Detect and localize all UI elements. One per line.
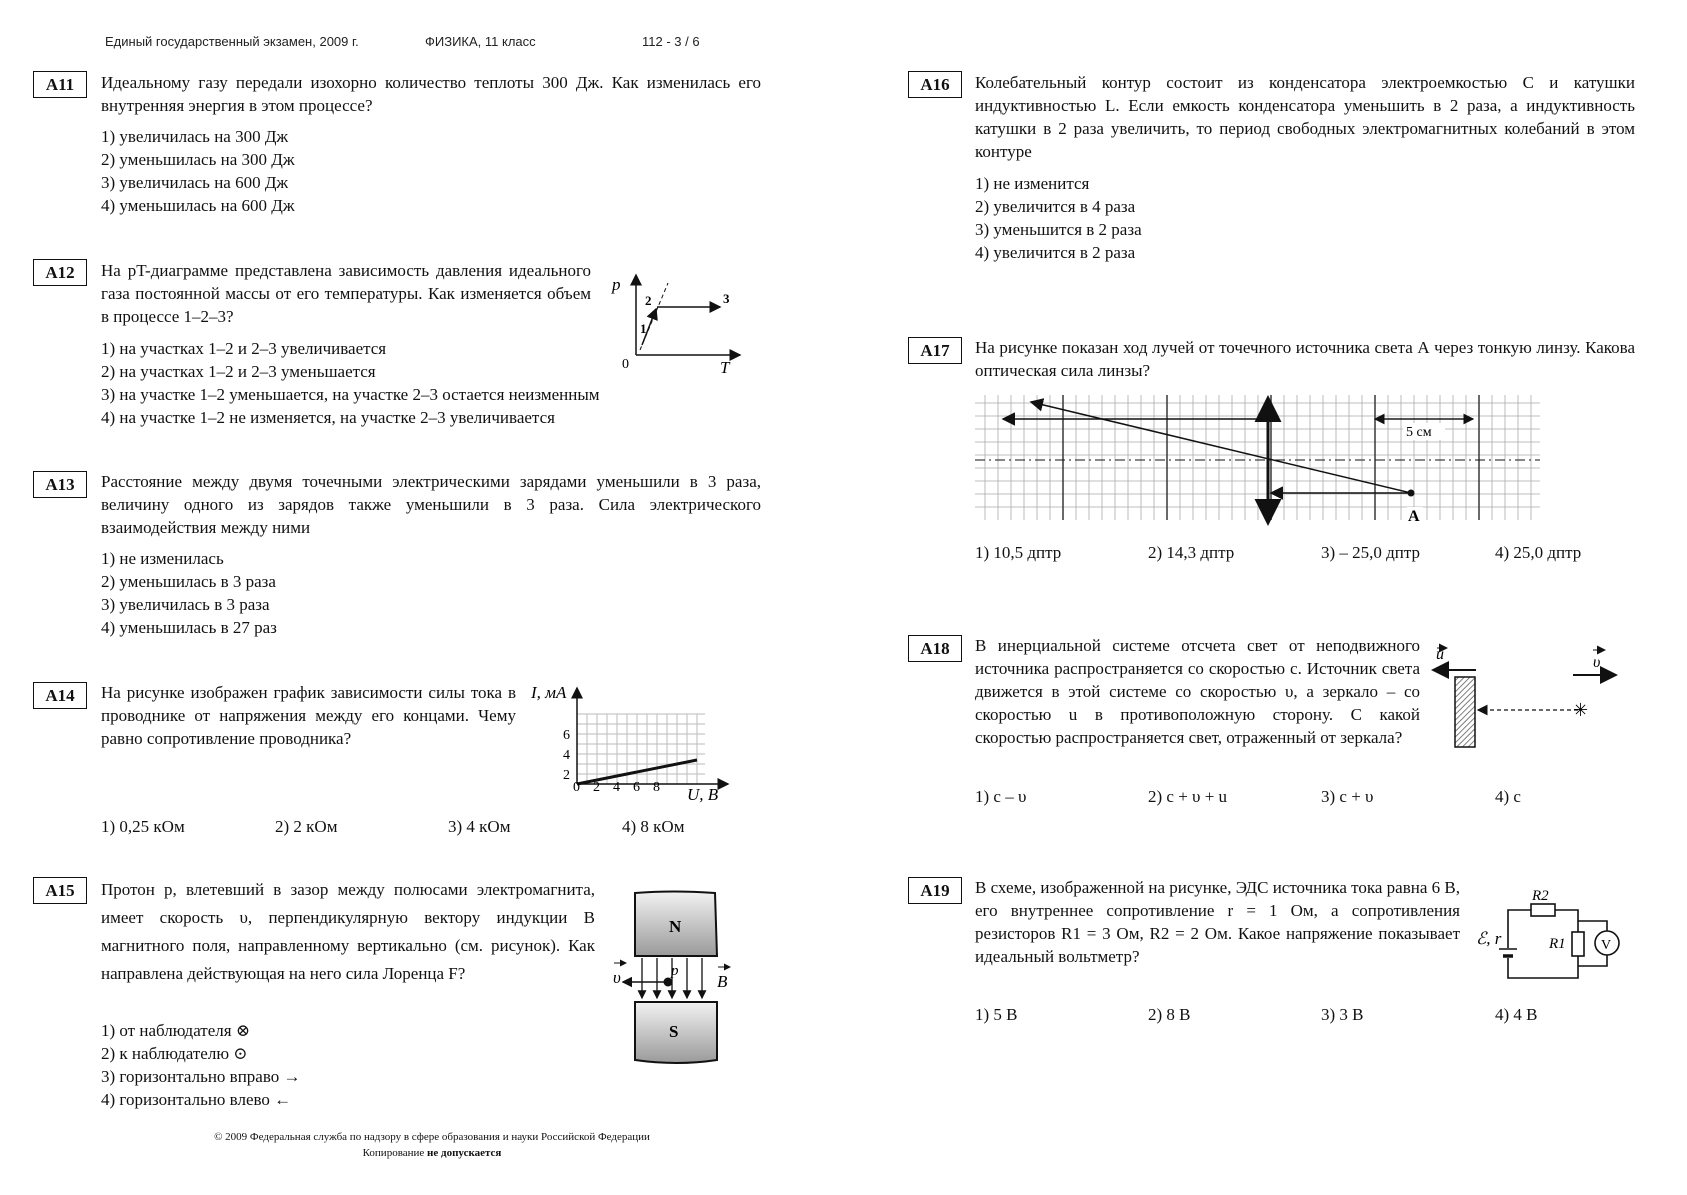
r2-label: R2: [1532, 888, 1549, 904]
question-text-a14: На рисунке изображен график зависимости силы тока в проводнике от напряжения между его концами. Чему равно сопротивление проводника?: [101, 683, 516, 748]
x-tick: 0: [573, 780, 580, 795]
option[interactable]: 3) 4 кОм: [448, 817, 511, 836]
option[interactable]: 3) – 25,0 дптр: [1321, 543, 1421, 562]
options-a13: [101, 547, 277, 639]
option[interactable]: 1) 5 В: [975, 1005, 1018, 1024]
option[interactable]: 1) 0,25 кОм: [101, 817, 185, 836]
question-text-a15: Протон p, влетевший в зазор между полюсами электромагнита, имеет скорость υ, перпендикулярную вектору индукции B магнитного поля, направленному вертикально (см. рисунок). Как направлена действующая на него сила Лоренца F?: [101, 880, 595, 983]
option[interactable]: 2) 8 В: [1148, 1005, 1191, 1024]
options-a15: [101, 1019, 301, 1111]
option[interactable]: 4) увеличится в 2 раза: [975, 243, 1136, 262]
option[interactable]: 2) 2 кОм: [275, 817, 338, 836]
option[interactable]: 2) уменьшилась в 3 раза: [101, 572, 276, 591]
question-text-a16: Колебательный контур состоит из конденсатора электроемкостью C и катушки индуктивностью L. Если емкость конденсатора уменьшить в 2 раза, а индуктивность катушки в 2 раза увеличить, то период свободных электромагнитных колебаний в этом контуре: [975, 73, 1635, 161]
circuit-diagram: [1470, 888, 1630, 983]
question-text-a17: На рисунке показан ход лучей от точечного источника света А через тонкую линзу. Какова оптическая сила линзы?: [975, 338, 1635, 380]
option[interactable]: 3) c + υ: [1321, 787, 1374, 806]
b-field-label: B: [717, 972, 728, 991]
y-axis-label: I, мА: [531, 683, 567, 702]
option[interactable]: 1) увеличилась на 300 Дж: [101, 127, 289, 146]
option[interactable]: 4) 25,0 дптр: [1495, 543, 1582, 562]
option[interactable]: 2) на участках 1–2 и 2–3 уменьшается: [101, 362, 376, 381]
option[interactable]: 4) горизонтально влево ←: [101, 1090, 292, 1109]
option[interactable]: 3) увеличилась в 3 раза: [101, 595, 270, 614]
option[interactable]: 4) уменьшилась на 600 Дж: [101, 196, 295, 215]
option[interactable]: 3) уменьшится в 2 раза: [975, 220, 1142, 239]
source-symbol: ✳: [1573, 700, 1589, 720]
option[interactable]: 3) 3 В: [1321, 1005, 1364, 1024]
resistor-r1: [1572, 932, 1584, 956]
p-axis-label: p: [612, 275, 621, 294]
option[interactable]: 4) 4 В: [1495, 1005, 1538, 1024]
north-label: N: [669, 917, 682, 936]
option[interactable]: 3) увеличилась на 600 Дж: [101, 173, 289, 192]
iu-graph: [525, 680, 750, 805]
lens-ray-diagram: [975, 395, 1540, 530]
pt-diagram: [600, 265, 750, 380]
option[interactable]: 3) на участке 1–2 уменьшается, на участке 2–3 остается неизменным: [101, 385, 600, 404]
option[interactable]: 4) уменьшилась в 27 раз: [101, 618, 277, 637]
question-text-a12: На pT-диаграмме представлена зависимость давления идеального газа постоянной массы от его температуры. Как изменяется объем в процессе 1–2–3?: [101, 261, 591, 326]
x-axis-label: U, В: [687, 785, 719, 804]
options-a11: [101, 125, 295, 217]
option[interactable]: 4) на участке 1–2 не изменяется, на участке 2–3 увеличивается: [101, 408, 555, 427]
y-tick: 2: [563, 768, 570, 783]
x-tick: 2: [593, 780, 600, 795]
voltmeter-label: V: [1601, 938, 1612, 953]
point-3-label: 3: [723, 291, 730, 306]
y-tick: 6: [563, 728, 570, 743]
question-text-a13: Расстояние между двумя точечными электрическими зарядами уменьшили в 3 раза, величину одного из зарядов также уменьшили в 3 раза. Сила электрического взаимодействия между ними: [101, 472, 761, 537]
options-a12: [101, 337, 600, 429]
velocity-label: υ: [613, 968, 621, 987]
battery: [1498, 948, 1518, 958]
option[interactable]: 1) на участках 1–2 и 2–3 увеличивается: [101, 339, 387, 358]
question-label-a14: А14: [33, 682, 87, 709]
option[interactable]: 2) 14,3 дптр: [1148, 543, 1235, 562]
option[interactable]: 2) увеличится в 4 раза: [975, 197, 1136, 216]
x-tick: 4: [613, 780, 620, 795]
options-a16: [975, 172, 1142, 264]
option[interactable]: 3) горизонтально вправо →: [101, 1067, 301, 1086]
option[interactable]: 1) c – υ: [975, 787, 1027, 806]
x-tick: 6: [633, 780, 640, 795]
option[interactable]: 1) 10,5 дптр: [975, 543, 1062, 562]
option[interactable]: 1) от наблюдателя ⊗: [101, 1021, 251, 1040]
question-text-a19: В схеме, изображенной на рисунке, ЭДС источника тока равна 6 В, его внутреннее сопротивление r = 1 Ом, а сопротивления резисторов R1 = 3 Ом, R2 = 2 Ом. Какое напряжение показывает идеальный вольтметр?: [975, 878, 1460, 966]
option[interactable]: 1) не изменилась: [101, 549, 224, 568]
mirror-figure: [1428, 645, 1628, 755]
r1-label: R1: [1549, 936, 1566, 952]
point-2-label: 2: [645, 293, 652, 308]
question-label-a13: А13: [33, 471, 87, 498]
source-label: А: [1408, 508, 1420, 525]
light-source: [1408, 490, 1415, 497]
proton-label: p: [671, 963, 679, 979]
t-axis-label: T: [720, 358, 730, 377]
mirror: [1455, 677, 1475, 747]
question-label-a17: А17: [908, 337, 962, 364]
question-label-a18: А18: [908, 635, 962, 662]
u-label: u: [1436, 646, 1444, 663]
scale-label: 5 см: [1406, 425, 1432, 440]
x-tick: 8: [653, 780, 660, 795]
question-label-a16: А16: [908, 71, 962, 98]
subject-title: ФИЗИКА, 11 класс: [425, 34, 536, 49]
electromagnet-figure: [605, 890, 745, 1070]
option[interactable]: 4) c: [1495, 787, 1521, 806]
point-1-label: 1: [640, 321, 647, 336]
option[interactable]: 2) к наблюдателю ⊙: [101, 1044, 248, 1063]
question-label-a15: А15: [33, 877, 87, 904]
exam-title: Единый государственный экзамен, 2009 г.: [105, 34, 359, 49]
option[interactable]: 2) уменьшилась на 300 Дж: [101, 150, 295, 169]
question-text-a11: Идеальному газу передали изохорно количество теплоты 300 Дж. Как изменилась его внутренняя энергия в этом процессе?: [101, 73, 761, 115]
option[interactable]: 4) 8 кОм: [622, 817, 685, 836]
question-label-a19: А19: [908, 877, 962, 904]
page-number: 112 - 3 / 6: [642, 34, 700, 49]
y-tick: 4: [563, 748, 570, 763]
question-label-a11: А11: [33, 71, 87, 98]
copyright-line: © 2009 Федеральная служба по надзору в сфере образования и науки Российской Федерации: [214, 1131, 650, 1143]
copy-notice: [152, 1147, 712, 1159]
copy-notice-prefix: Копирование: [362, 1147, 428, 1159]
question-label-a12: А12: [33, 259, 87, 286]
option[interactable]: 2) c + υ + u: [1148, 787, 1228, 806]
south-label: S: [669, 1022, 679, 1041]
origin-label: 0: [622, 357, 629, 372]
v-label: υ: [1593, 654, 1601, 671]
copy-notice-bold: не допускается: [427, 1147, 502, 1159]
emf-label: ℰ, r: [1476, 929, 1502, 948]
option[interactable]: 1) не изменится: [975, 174, 1090, 193]
question-text-a18: В инерциальной системе отсчета свет от неподвижного источника распространяется со скоростью c. Источник света движется в этой системе со скоростью υ, а зеркало – со скоростью u в противоположную сторону. С какой скоростью распространяется свет, отраженный от зеркала?: [975, 636, 1420, 747]
resistor-r2: [1531, 904, 1555, 916]
